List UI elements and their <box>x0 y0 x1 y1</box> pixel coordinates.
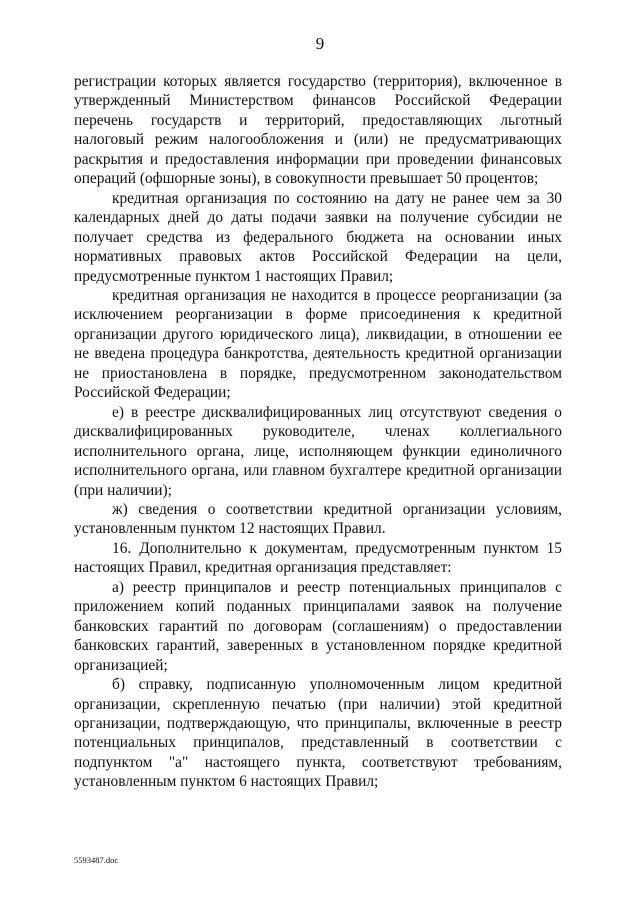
paragraph-section-16: 16. Дополнительно к документам, предусмотренным пунктом 15 настоящих Правил, кредитная организация представляет: <box>74 539 562 577</box>
document-body <box>74 72 562 792</box>
paragraph-item-zh-compliance: ж) сведения о соответствии кредитной организации условиям, установленным пунктом 12 настоящих Правил. <box>74 500 562 538</box>
paragraph-no-reorganization: кредитная организация не находится в процессе реорганизации (за исключением реорганизации в форме присоединения к кредитной организации другого юридического лица), ликвидации, в отношении ее не введена процедура банкротства, деятельность кредитной организации не приостановлена в порядке, предусмотренном законодательством Российской Федерации; <box>74 286 562 402</box>
page-number: 9 <box>315 34 325 53</box>
paragraph-item-b-certificate: б) справку, подписанную уполномоченным лицом кредитной организации, скрепленную печатью (при наличии) этой кредитной организации, подтверждающую, что принципалы, включенные в реестр потенциальных принципалов, представленный в соответствии с подпунктом "а" настоящего пункта, соответствуют требованиям, установленным пунктом 6 настоящих Правил; <box>74 676 562 791</box>
document-file-code: 5593487.doc <box>74 855 119 865</box>
paragraph-item-a-registry: а) реестр принципалов и реестр потенциальных принципалов с приложением копий поданных принципалами заявок на получение банковских гарантий по договорам (соглашениям) о предоставлении банковских гарантий, заверенных в установленном порядке кредитной организацией; <box>74 578 562 674</box>
paragraph-no-federal-funds: кредитная организация по состоянию на дату не ранее чем за 30 календарных дней до даты подачи заявки на получение субсидии не получает средства из федерального бюджета на основании иных нормативных правовых актов Российской Федерации на цели, предусмотренные пунктом 1 настоящих Правил; <box>74 189 562 285</box>
paragraph-offshore-continuation: регистрации которых является государство (территория), включенное в утвержденный Министерством финансов Российской Федерации перечень государств и территорий, предоставляющих льготный налоговый режим налогообложения и (или) не предусматривающих раскрытия и предоставления информации при проведении финансовых операций (офшорные зоны), в совокупности превышает 50 процентов; <box>74 73 562 188</box>
paragraph-item-e-disqualified: е) в реестре дисквалифицированных лиц отсутствуют сведения о дисквалифицированных руководителе, членах коллегиального исполнительного органа, лице, исполняющем функции единоличного исполнительного органа, или главном бухгалтере кредитной организации (при наличии); <box>74 403 562 499</box>
